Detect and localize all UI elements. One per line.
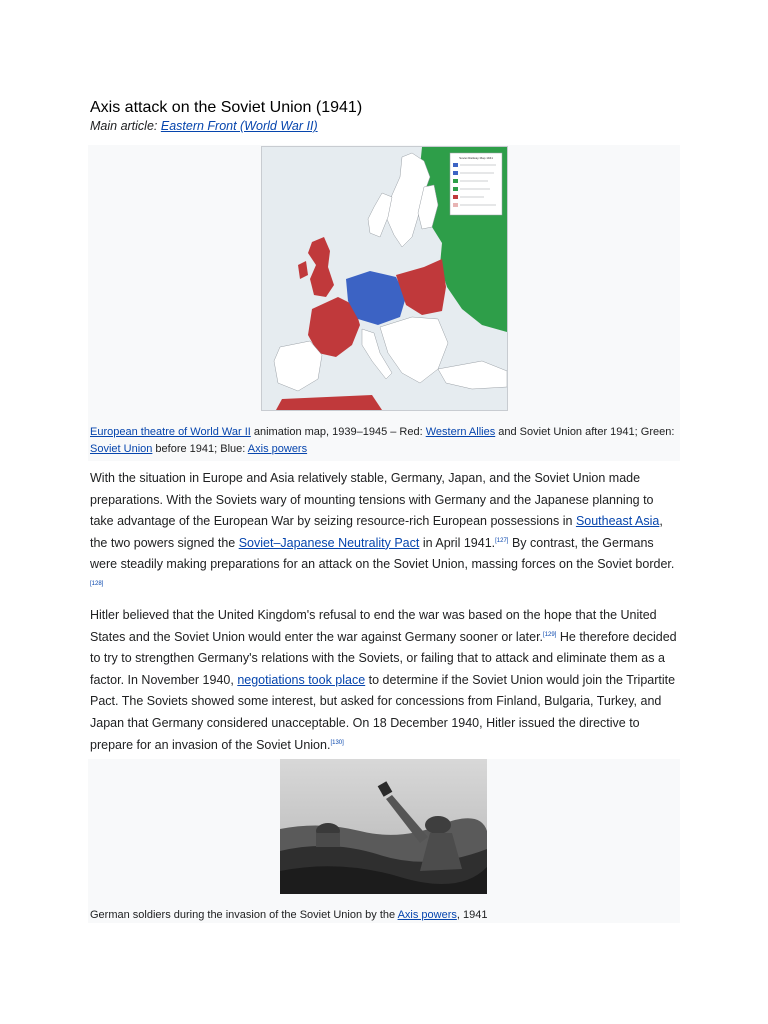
paragraph-text: By contrast, the Germans were steadily making preparations for an attack on the Soviet Union, massing forces on the Soviet border. bbox=[90, 535, 675, 572]
soldiers-photo-svg bbox=[280, 759, 487, 894]
caption-text: and Soviet Union after 1941; Green: bbox=[495, 426, 675, 438]
paragraph-2 bbox=[90, 605, 680, 756]
link-southeast-asia[interactable]: Southeast Asia bbox=[575, 514, 660, 529]
paragraph-text: to determine if the Soviet Union would join the Tripartite Pact. The Soviets showed some interest, but asked for concessions from Finland, Bulgaria, Turkey, and Japan that Germany considered unacceptable. On 18 December 1940, Hitler issued the directive to prepare for an invasion of the Soviet Union. bbox=[90, 672, 676, 752]
caption-link-soviet-union[interactable]: Soviet Union bbox=[90, 443, 153, 455]
paragraph-text: , the two powers signed the bbox=[90, 514, 663, 550]
paragraph-text: in April 1941. bbox=[419, 535, 496, 550]
citation-127[interactable]: [127] bbox=[495, 537, 509, 544]
caption-text: animation map, 1939–1945 – Red: bbox=[250, 426, 426, 438]
hatnote-prefix: Main article: bbox=[90, 119, 161, 133]
caption-text: German soldiers during the invasion of the Soviet Union by the bbox=[90, 909, 398, 921]
map-caption bbox=[90, 424, 676, 458]
section-heading: Axis attack on the Soviet Union (1941) bbox=[90, 99, 363, 116]
citation-129[interactable]: [129] bbox=[543, 631, 557, 638]
citation-128[interactable]: [128] bbox=[90, 580, 104, 587]
caption-text: before 1941; Blue: bbox=[152, 443, 248, 455]
caption-link-european-theatre[interactable]: European theatre of World War II bbox=[90, 426, 251, 438]
link-neutrality-pact[interactable]: Soviet–Japanese Neutrality Pact bbox=[238, 535, 420, 550]
paragraph-text: Hitler believed that the United Kingdom's refusal to end the war was based on the hope that the United States and the Soviet Union would enter the war against Germany sooner or later. bbox=[90, 608, 657, 644]
soldiers-photo[interactable] bbox=[280, 759, 487, 894]
caption-link-axis-powers-2[interactable]: Axis powers bbox=[397, 909, 457, 921]
citation-130[interactable]: [130] bbox=[330, 739, 344, 746]
map-legend-title: Soviet Railway Map 1941 bbox=[459, 156, 493, 160]
main-article-link[interactable]: Eastern Front (World War II) bbox=[160, 119, 318, 133]
photo-figure bbox=[88, 759, 680, 923]
caption-link-axis-powers[interactable]: Axis powers bbox=[247, 443, 308, 455]
paragraph-text: He therefore decided to try to strengthen Germany's relations with the Soviets, or failing that to attack and eliminate them as a factor. In November 1940, bbox=[90, 629, 677, 687]
europe-map-svg bbox=[262, 147, 507, 410]
paragraph-1 bbox=[90, 468, 680, 598]
caption-text: , 1941 bbox=[456, 909, 488, 921]
caption-link-western-allies[interactable]: Western Allies bbox=[425, 426, 496, 438]
europe-map-image[interactable] bbox=[261, 146, 508, 411]
photo-caption bbox=[90, 909, 487, 921]
paragraph-text: With the situation in Europe and Asia relatively stable, Germany, Japan, and the Soviet Union made preparations. With the Soviets wary of mounting tensions with Germany and the Japanese planning to take advantage of the European War by seizing resource-rich European possessions in bbox=[90, 471, 654, 529]
link-negotiations[interactable]: negotiations took place bbox=[237, 672, 366, 687]
hatnote bbox=[90, 119, 318, 133]
map-figure bbox=[88, 145, 680, 461]
